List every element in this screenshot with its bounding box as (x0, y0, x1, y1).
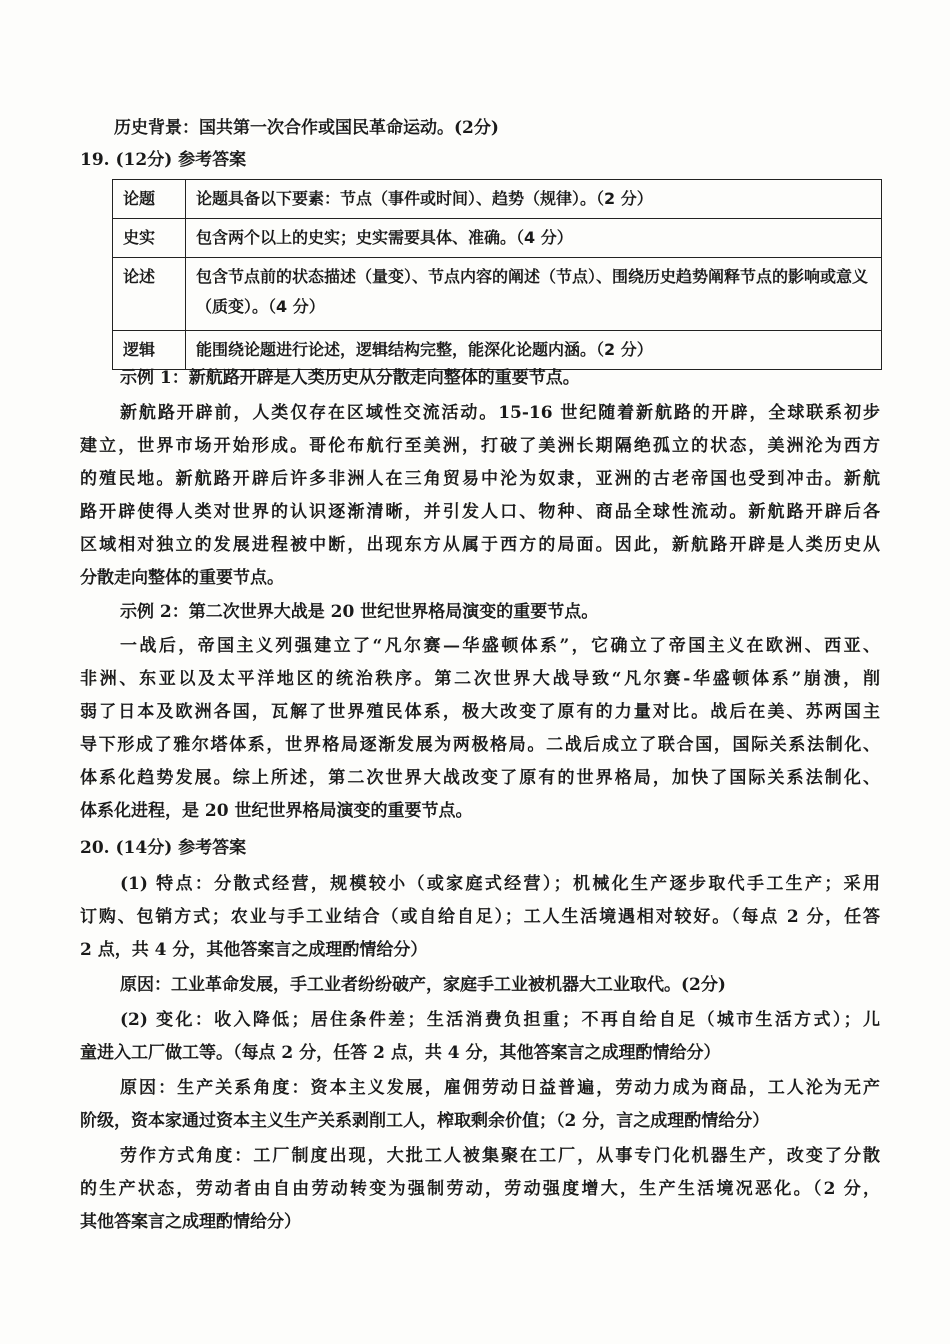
paragraph-line: 劳作方式角度：工厂制度出现，大批工人被集聚在工厂，从事专门化机器生产，改变了分散 (120, 1146, 880, 1166)
example-2-heading: 示例 2：第二次世界大战是 20 世纪世界格局演变的重要节点。 (120, 602, 599, 622)
rubric-key: 逻辑 (113, 331, 186, 370)
paragraph-line: 导下形成了雅尔塔体系，世界格局逐渐发展为两极格局。二战后成立了联合国，国际关系法制化、 (80, 735, 880, 755)
rubric-text: 包含节点前的状态描述（量变）、节点内容的阐述（节点）、围绕历史趋势阐释节点的影响或意义（质变）。（4 分） (186, 258, 882, 331)
paragraph-line: 阶级，资本家通过资本主义生产关系剥削工人，榨取剩余价值；（2 分，言之成理酌情给分） (80, 1111, 770, 1131)
paragraph-line: 童进入工厂做工等。（每点 2 分，任答 2 点，共 4 分，其他答案言之成理酌情给分） (80, 1043, 721, 1063)
paragraph-line: 弱了日本及欧洲各国，瓦解了世界殖民体系，极大改变了原有的力量对比。战后在美、苏两国主 (80, 702, 880, 722)
paragraph-line: 的生产状态，劳动者由自由劳动转变为强制劳动，劳动强度增大，生产生活境况恶化。（2 分， (80, 1179, 880, 1199)
paragraph-line: (1) 特点：分散式经营，规模较小（或家庭式经营）；机械化生产逐步取代手工生产；采用 (120, 874, 880, 894)
table-row (113, 331, 882, 370)
table-row (113, 258, 882, 331)
example-1-heading: 示例 1：新航路开辟是人类历史从分散走向整体的重要节点。 (120, 368, 580, 388)
history-background-line: 历史背景：国共第一次合作或国民革命运动。(2分) (114, 118, 499, 138)
rubric-key: 史实 (113, 219, 186, 258)
paragraph-line: 非洲、东亚以及太平洋地区的统治秩序。第二次世界大战导致“凡尔赛-华盛顿体系”崩溃，削 (80, 669, 880, 689)
rubric-key: 论题 (113, 180, 186, 219)
paragraph-line: 新航路开辟前，人类仅存在区域性交流活动。15-16 世纪随着新航路的开辟，全球联系初步 (120, 403, 880, 423)
rubric-text: 包含两个以上的史实；史实需要具体、准确。（4 分） (186, 219, 882, 258)
paragraph-line: 原因：生产关系角度：资本主义发展，雇佣劳动日益普遍，劳动力成为商品，工人沦为无产 (120, 1078, 880, 1098)
paragraph-line: 2 点，共 4 分，其他答案言之成理酌情给分） (80, 940, 428, 960)
table-row (113, 219, 882, 258)
paragraph-line: 订购、包销方式；农业与手工业结合（或自给自足）；工人生活境遇相对较好。（每点 2 分，任答 (80, 907, 880, 927)
paragraph-line: 一战后，帝国主义列强建立了“凡尔赛—华盛顿体系”，它确立了帝国主义在欧洲、西亚、 (120, 636, 880, 656)
paragraph-line: 体系化趋势发展。综上所述，第二次世界大战改变了原有的世界格局，加快了国际关系法制化、 (80, 768, 880, 788)
table-row (113, 180, 882, 219)
paragraph-line: 分散走向整体的重要节点。 (80, 568, 284, 588)
paragraph-line: (2) 变化：收入降低；居住条件差；生活消费负担重；不再自给自足（城市生活方式）；儿 (120, 1010, 880, 1030)
paragraph-line: 建立，世界市场开始形成。哥伦布航行至美洲，打破了美洲长期隔绝孤立的状态，美洲沦为西方 (80, 436, 880, 456)
paragraph-line: 体系化进程，是 20 世纪世界格局演变的重要节点。 (80, 801, 473, 821)
rubric-key: 论述 (113, 258, 186, 331)
paragraph-line: 其他答案言之成理酌情给分） (80, 1212, 301, 1232)
rubric-text: 论题具备以下要素：节点（事件或时间）、趋势（规律）。（2 分） (186, 180, 882, 219)
rubric-text: 能围绕论题进行论述，逻辑结构完整，能深化论题内涵。（2 分） (186, 331, 882, 370)
paragraph-line: 区域相对独立的发展进程被中断，出现东方从属于西方的局面。因此，新航路开辟是人类历史从 (80, 535, 880, 555)
question-20-heading: 20. (14分) 参考答案 (80, 838, 247, 858)
question-19-heading: 19. (12分) 参考答案 (80, 150, 247, 170)
paragraph-line: 路开辟使得人类对世界的认识逐渐清晰，并引发人口、物种、商品全球性流动。新航路开辟后各 (80, 502, 880, 522)
paragraph-line: 的殖民地。新航路开辟后许多非洲人在三角贸易中沦为奴隶，亚洲的古老帝国也受到冲击。新航 (80, 469, 880, 489)
scoring-rubric-table (112, 179, 882, 370)
paragraph-line: 原因：工业革命发展，手工业者纷纷破产，家庭手工业被机器大工业取代。(2分) (120, 975, 726, 995)
